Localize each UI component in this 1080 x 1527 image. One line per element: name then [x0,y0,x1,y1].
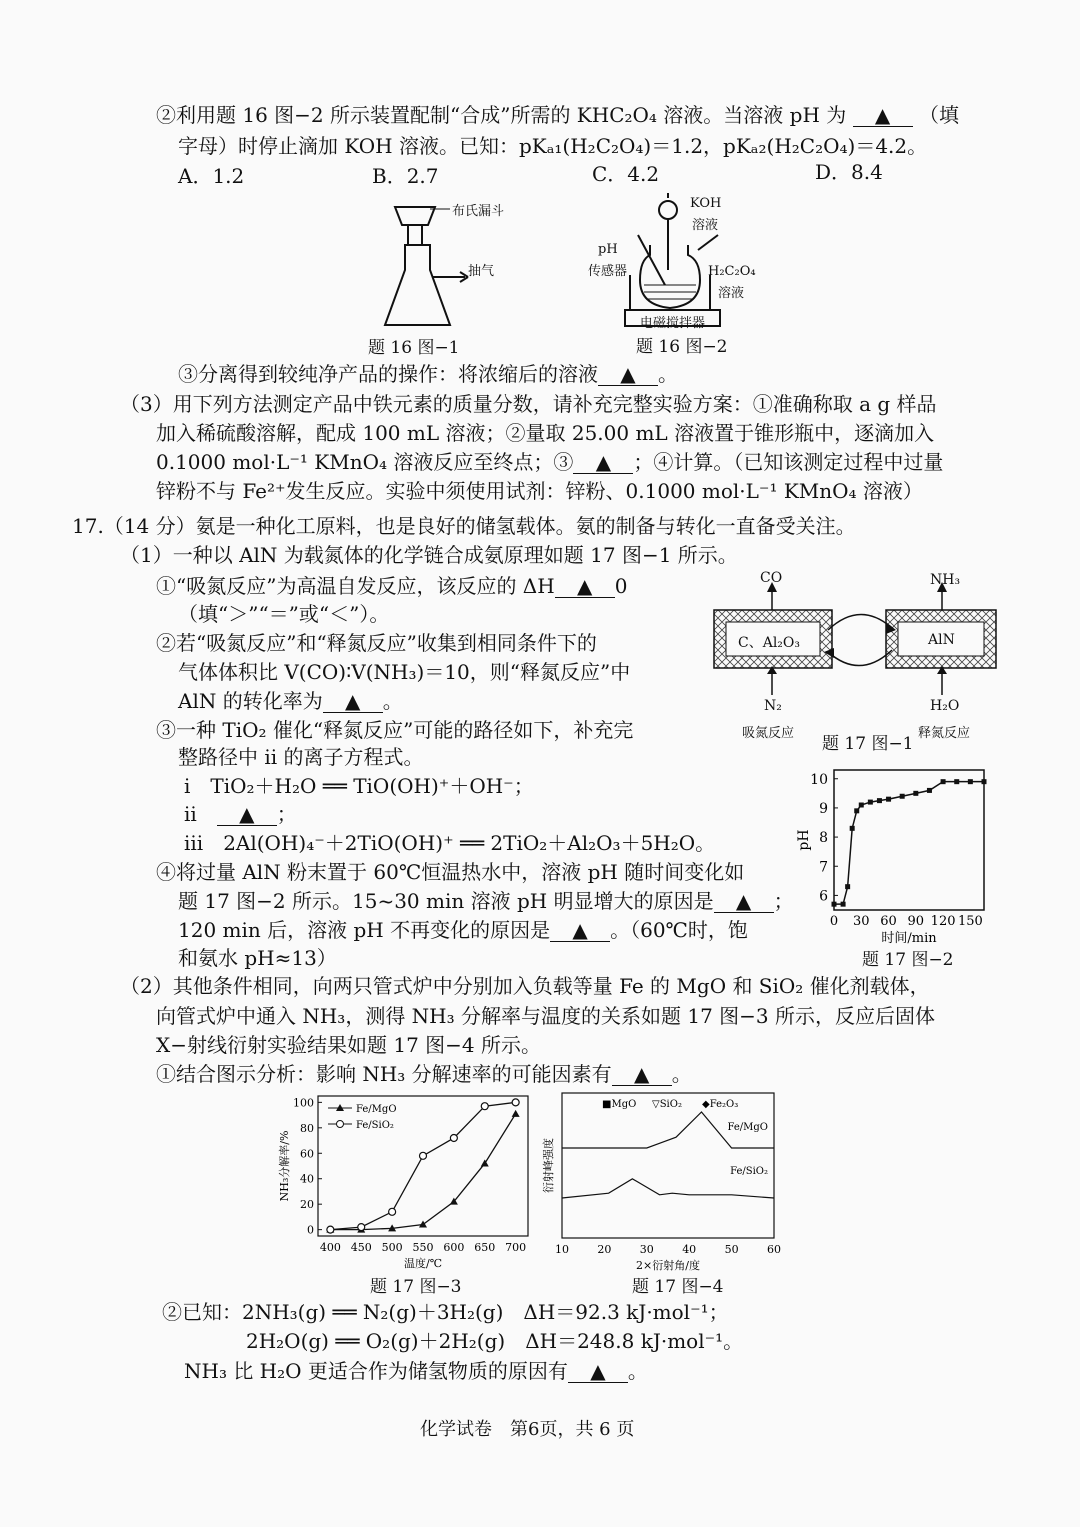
caption-17-2: 题 17 图−2 [862,950,954,970]
caption-17-4: 题 17 图−4 [632,1277,724,1297]
q17-a2-l2: 气体体积比 V(CO)∶V(NH₃)＝10，则“释氮反应”中 [178,660,631,684]
q17-a4-l1: ④将过量 AlN 粉末置于 60℃恒温热水中，溶液 pH 随时间变化如 [156,860,745,884]
label-nh3: NH₃ [930,572,961,588]
q17-b1: ①结合图示分析：影响 NH₃ 分解速率的可能因素有 ▲ 。 [156,1062,692,1086]
y-tick-label: 100 [293,1096,314,1110]
answer-blank[interactable]: ▲ [555,575,615,598]
caption-16-1: 题 16 图−1 [368,338,460,358]
y-tick-label: 20 [300,1198,314,1212]
label-h2c2o4-1: H₂C₂O₄ [708,264,756,279]
y-tick-label: 8 [819,830,828,847]
label-co: CO [760,570,783,586]
figure-17-2-ph-chart [796,760,996,950]
ph-data-point [859,803,864,808]
option-d: D．8.4 [815,160,883,184]
y-tick-label: 60 [300,1147,314,1161]
caption-17-3: 题 17 图−3 [370,1277,462,1297]
x-tick-label: 500 [381,1241,403,1254]
y-axis-label: pH [796,829,812,851]
fe-mgo-point [481,1159,489,1166]
plot-frame [834,770,984,910]
caption-16-2: 题 16 图−2 [636,337,728,357]
ph-data-point [913,791,918,796]
label-n2: N₂ [764,698,782,714]
x-tick-label: 90 [907,914,925,929]
answer-blank[interactable]: ▲ [612,1063,672,1086]
x-tick-label: 120 [930,914,956,929]
x-tick-label: 20 [597,1243,612,1256]
series-label: Fe/SiO₂ [730,1166,768,1177]
y-tick-label: 7 [819,859,828,876]
label-h2o: H₂O [930,698,960,714]
figure-17-1-chemical-looping [710,570,1010,740]
q17-title: 17.（14 分）氨是一种化工原料，也是良好的储氢载体。氨的制备与转化一直备受关注。 [72,514,856,538]
q17-a4-l2: 题 17 图−2 所示。15~30 min 溶液 pH 明显增大的原因是 ▲ ； [178,889,794,913]
x-tick-label: 650 [474,1241,496,1254]
legend-label: ▽SiO₂ [652,1099,682,1110]
label-buchner-funnel: 布氏漏斗 [452,204,505,219]
label-release-reaction: 释氮反应 [918,726,971,741]
ph-data-point [886,797,891,802]
ph-data-point [832,902,837,907]
answer-blank[interactable]: ▲ [598,363,658,386]
y-tick-label: 40 [300,1172,314,1186]
q16-3-line3: 0.1000 mol·L⁻¹ KMnO₄ 溶液反应至终点；③ ▲ ；④计算。（已知该测定过程中过量 [156,450,944,474]
y-tick-label: 80 [300,1121,314,1135]
x-tick-label: 600 [443,1241,465,1254]
fe-mgo-point [512,1110,520,1117]
right-box-label: AlN [928,632,955,648]
ph-data-point [877,798,882,803]
ph-data-point [845,884,850,889]
fe-sio2-point [512,1099,519,1106]
fe-sio2-point [481,1103,488,1110]
q17-a3-l2: 整路径中 ii 的离子方程式。 [178,745,424,769]
ph-data-point [927,788,932,793]
q16-3-line1: （3）用下列方法测定产品中铁元素的质量分数，请补充完整实验方案：①准确称取 a g 样品 [120,392,937,416]
y-axis-label: NH₃分解率/% [278,1130,291,1202]
q17-s2-l3: X−射线衍射实验结果如题 17 图−4 所示。 [156,1033,541,1057]
q17-a2-l3: AlN 的转化率为 ▲ 。 [178,689,403,713]
q17-step-i: i TiO₂＋H₂O ══ TiO(OH)⁺＋OH⁻； [184,774,534,798]
q17-s1: （1）一种以 AlN 为载氮体的化学链合成氨原理如题 17 图−1 所示。 [120,543,738,567]
ph-data-point [868,800,873,805]
option-b: B．2.7 [372,164,439,188]
q17-step-ii: ii ▲ ； [184,802,297,826]
ph-series-line [834,782,984,905]
q16-3-line4: 锌粉不与 Fe²⁺发生反应。实验中须使用试剂：锌粉、0.1000 mol·L⁻¹ KMnO₄ 溶液） [156,479,923,503]
q17-a2-l1: ②若“吸氮反应”和“释氮反应”收集到相同条件下的 [156,631,597,655]
x-tick-label: 40 [682,1243,697,1256]
x-tick-label: 450 [350,1241,372,1254]
x-tick-label: 50 [724,1243,739,1256]
legend-label: ■MgO [602,1099,637,1110]
ph-data-point [841,902,846,907]
caption-17-1: 题 17 图−1 [822,734,914,754]
label-suction: 抽气 [468,264,495,279]
left-box-label: C、Al₂O₃ [738,635,801,651]
plot-frame [318,1096,528,1236]
ph-data-point [982,779,987,784]
y-tick-label: 9 [819,800,828,817]
series-line-0 [330,1114,515,1230]
x-tick-label: 0 [829,914,839,929]
x-tick-label: 30 [639,1243,654,1256]
label-ph-2: 传感器 [588,264,628,279]
fe-sio2-point [389,1208,396,1215]
q17-step-iii: iii 2Al(OH)₄⁻＋2TiO(OH)⁺ ══ 2TiO₂＋Al₂O₃＋5H₂O。 [184,831,716,855]
legend-label: Fe/SiO₂ [356,1120,394,1131]
answer-blank[interactable]: ▲ [573,451,633,474]
ph-data-point [854,808,859,813]
fe-sio2-point [358,1224,365,1231]
q16-3-line2: 加入稀硫酸溶解，配成 100 mL 溶液；②量取 25.00 mL 溶液置于锥形瓶中，逐滴加入 [156,421,935,445]
label-absorb-reaction: 吸氮反应 [742,726,795,741]
label-stirrer: 电磁搅拌器 [640,316,706,331]
x-tick-label: 400 [319,1241,341,1254]
answer-blank[interactable]: ▲ [853,104,913,127]
x-tick-label: 30 [852,914,870,929]
figure-17-4-xrd-chart [540,1085,790,1275]
q16-p2-line2: 字母）时停止滴加 KOH 溶液。已知：pKₐ₁(H₂C₂O₄)＝1.2，pKₐ₂(H₂C₂O₄)＝4.2。 [178,134,928,158]
q17-s2-l1: （2）其他条件相同，向两只管式炉中分别加入负载等量 Fe 的 MgO 和 SiO₂ 催化剂载体， [120,974,930,998]
label-h2c2o4-2: 溶液 [718,286,745,301]
q17-b2-l2: 2H₂O(g) ══ O₂(g)＋2H₂(g) ΔH＝248.8 kJ·mol⁻¹。 [246,1329,744,1353]
y-tick-label: 10 [810,771,828,788]
q16-p3: ③分离得到较纯净产品的操作：将浓缩后的溶液 ▲ 。 [178,362,678,386]
figure-17-3-decomposition-chart [270,1088,535,1273]
x-tick-label: 550 [412,1241,434,1254]
answer-blank[interactable]: ▲ [217,803,277,826]
label-koh-1: KOH [690,196,722,211]
x-axis-label: 温度/℃ [403,1257,443,1270]
answer-blank[interactable]: ▲ [550,919,610,942]
fe-sio2-point [450,1135,457,1142]
answer-blank[interactable]: ▲ [323,690,383,713]
ph-data-point [968,779,973,784]
answer-blank[interactable]: ▲ [568,1360,628,1383]
legend-marker-fe-sio2 [337,1121,344,1128]
q17-a1-b: （填“＞”“＝”或“＜”）。 [178,602,390,626]
label-koh-2: 溶液 [692,218,719,233]
fe-sio2-point [327,1226,334,1233]
legend-label: ◆Fe₂O₃ [702,1099,739,1110]
ph-data-point [954,779,959,784]
option-a: A．1.2 [178,164,245,188]
fe-sio2-point [420,1152,427,1159]
ph-data-point [850,826,855,831]
q17-b2-l1: ②已知：2NH₃(g) ══ N₂(g)＋3H₂(g) ΔH＝92.3 kJ·mol⁻¹； [162,1300,729,1324]
q17-a4-l4: 和氨水 pH≈13） [178,946,337,970]
page-footer: 化学试卷 第6页，共 6 页 [420,1419,635,1440]
fe-mgo-point [419,1221,427,1228]
legend-label: Fe/MgO [356,1104,397,1115]
y-tick-label: 6 [819,888,828,905]
q17-b2-l3: NH₃ 比 H₂O 更适合作为储氢物质的原因有 ▲ 。 [184,1359,648,1383]
x-tick-label: 700 [505,1241,527,1254]
y-tick-label: 0 [307,1223,314,1237]
label-ph-1: pH [598,242,618,257]
q17-s2-l2: 向管式炉中通入 NH₃，测得 NH₃ 分解率与温度的关系如题 17 图−3 所示，反应后固体 [156,1004,935,1028]
answer-blank[interactable]: ▲ [714,890,774,913]
x-axis-label: 时间/min [881,931,937,946]
x-axis-label: 2×衍射角/度 [636,1259,700,1272]
ph-data-point [941,779,946,784]
q17-a3-l1: ③一种 TiO₂ 催化“释氮反应”可能的路径如下，补充完 [156,718,634,742]
x-tick-label: 60 [767,1243,781,1256]
q17-a4-l3: 120 min 后，溶液 pH 不再变化的原因是 ▲ 。（60℃时，饱 [178,918,748,942]
x-tick-label: 10 [555,1243,569,1256]
x-tick-label: 60 [880,914,897,929]
xrd-series-line-1 [562,1179,774,1198]
option-c: C．4.2 [592,162,660,186]
ph-data-point [900,794,905,799]
series-label: Fe/MgO [727,1122,768,1133]
q17-a1: ①“吸氮反应”为高温自发反应，该反应的 ΔH ▲ 0 [156,574,628,598]
q16-p2-line1: ②利用题 16 图−2 所示装置配制“合成”所需的 KHC₂O₄ 溶液。当溶液 pH 为 ▲ （填 [156,103,959,127]
x-tick-label: 150 [957,914,983,929]
y-axis-label: 衍射峰强度 [542,1138,555,1193]
